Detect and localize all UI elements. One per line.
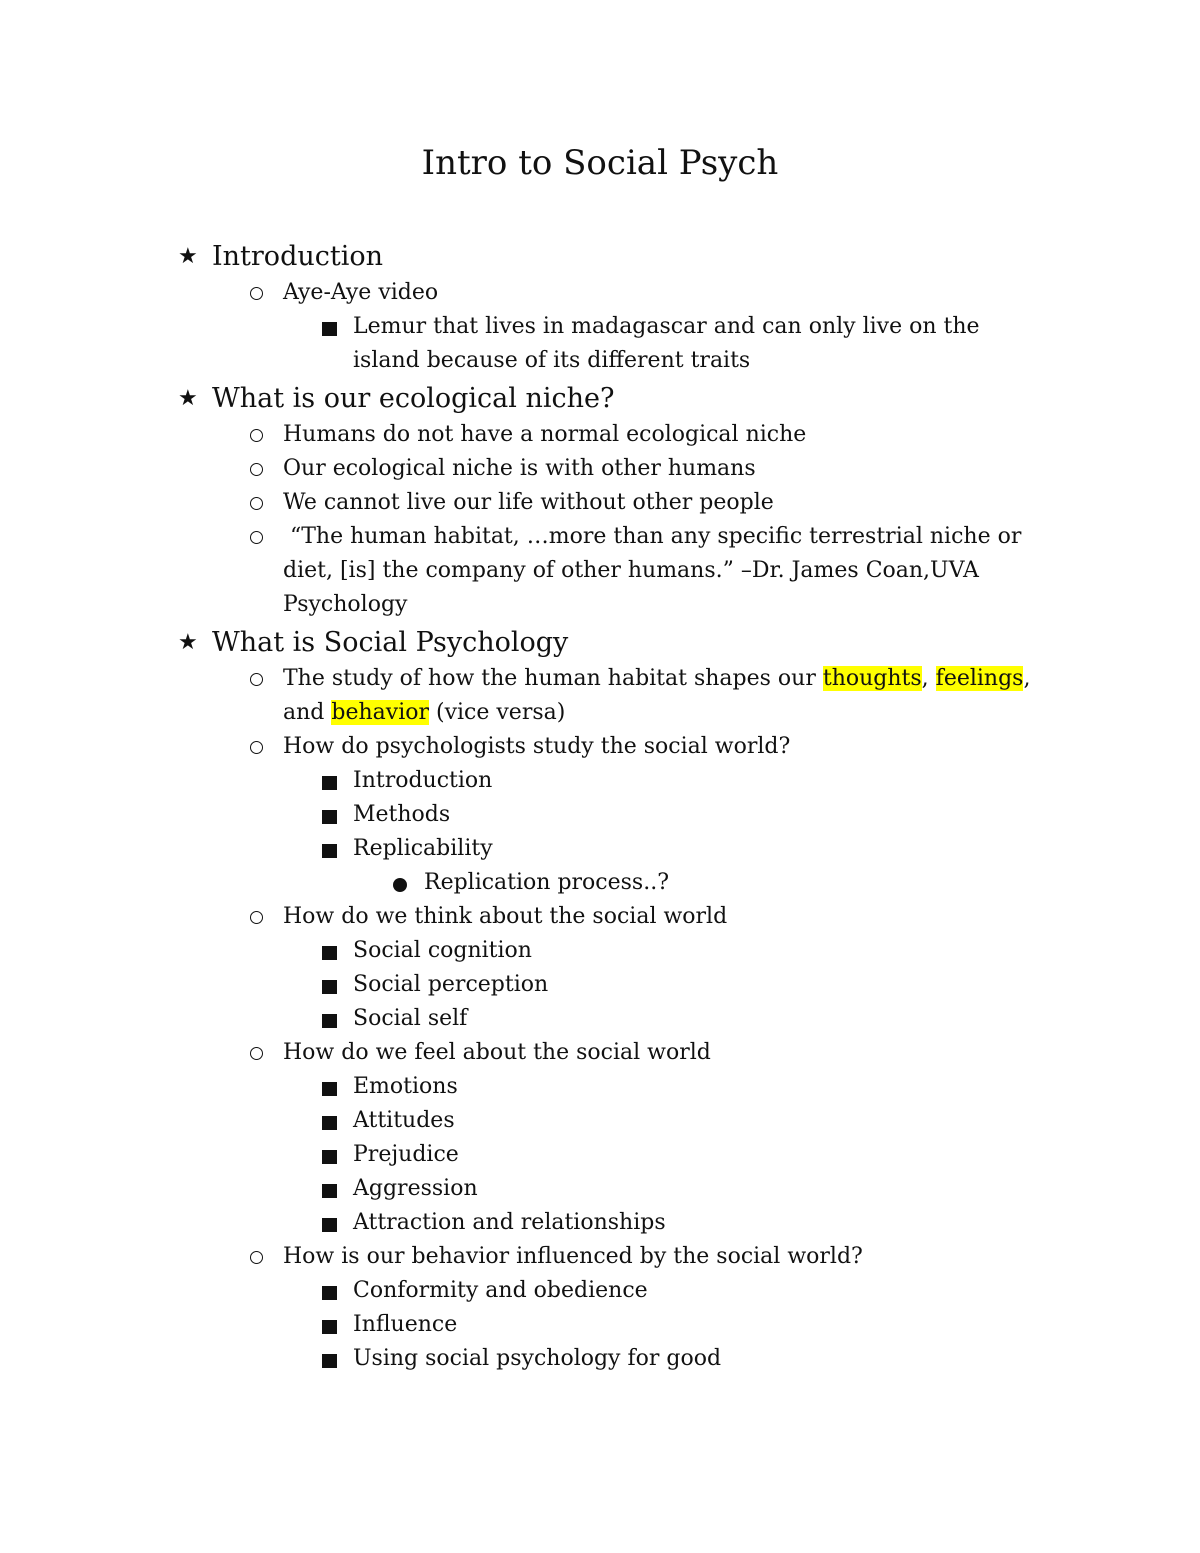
list-item [0, 452, 1200, 486]
list-item-text: How do we feel about the social world [283, 1040, 711, 1065]
quote-text: Psychology [283, 592, 408, 617]
list-item-text: Prejudice [353, 1142, 459, 1167]
dot-bullet-icon [393, 878, 407, 892]
list-item [0, 1342, 1200, 1376]
list-item-text: Humans do not have a normal ecological niche [283, 422, 807, 447]
circle-bullet-icon [250, 497, 263, 510]
list-item-continuation [0, 554, 1200, 588]
list-item-text: We cannot live our life without other people [283, 490, 774, 515]
list-item [0, 1308, 1200, 1342]
list-item [0, 520, 1200, 554]
highlighted-text: feelings [935, 666, 1024, 691]
list-item-text: Aye-Aye video [283, 280, 439, 305]
square-bullet-icon [322, 1116, 337, 1130]
list-item [0, 764, 1200, 798]
list-item-text: How is our behavior influenced by the social world? [283, 1244, 863, 1269]
list-item [0, 798, 1200, 832]
square-bullet-icon [322, 1286, 337, 1300]
square-bullet-icon [322, 980, 337, 994]
list-item [0, 486, 1200, 520]
list-item [0, 866, 1200, 900]
list-item-text: Social cognition [353, 938, 532, 963]
circle-bullet-icon [250, 287, 263, 300]
outline [0, 236, 1200, 1376]
list-item [0, 1002, 1200, 1036]
section-heading [0, 380, 1200, 418]
section-heading [0, 238, 1200, 276]
star-icon: ★ [178, 386, 198, 411]
list-item [0, 900, 1200, 934]
list-item-text: Methods [353, 802, 451, 827]
list-item-text: Influence [353, 1312, 458, 1337]
list-item-text: Introduction [353, 768, 493, 793]
list-item-text: and [283, 700, 332, 725]
list-item-text: Attraction and relationships [353, 1210, 666, 1235]
list-item-text: Our ecological niche is with other humans [283, 456, 756, 481]
list-item-continuation [0, 696, 1200, 730]
list-item-text: Replicability [353, 836, 493, 861]
quote-text: diet, [is] the company of other humans.” –Dr. James Coan,UVA [283, 558, 979, 583]
list-item-text: Emotions [353, 1074, 458, 1099]
highlighted-text: thoughts [822, 666, 922, 691]
list-item [0, 832, 1200, 866]
list-item [0, 1172, 1200, 1206]
square-bullet-icon [322, 1354, 337, 1368]
square-bullet-icon [322, 322, 337, 336]
circle-bullet-icon [250, 1251, 263, 1264]
list-item [0, 662, 1200, 696]
circle-bullet-icon [250, 1047, 263, 1060]
list-item [0, 1104, 1200, 1138]
square-bullet-icon [322, 1082, 337, 1096]
star-icon: ★ [178, 244, 198, 269]
list-item [0, 1274, 1200, 1308]
square-bullet-icon [322, 1014, 337, 1028]
list-item-text: Social self [353, 1006, 468, 1031]
list-item-text: , [1023, 666, 1031, 691]
list-item [0, 1240, 1200, 1274]
list-item-text: Attitudes [353, 1108, 455, 1133]
list-item [0, 418, 1200, 452]
list-item [0, 1070, 1200, 1104]
section-heading [0, 624, 1200, 662]
list-item-text: island because of its different traits [353, 348, 751, 373]
list-item-text: , [921, 666, 936, 691]
circle-bullet-icon [250, 531, 263, 544]
list-item-text: Aggression [353, 1176, 478, 1201]
square-bullet-icon [322, 1150, 337, 1164]
list-item-continuation [0, 344, 1200, 378]
circle-bullet-icon [250, 463, 263, 476]
list-item [0, 934, 1200, 968]
square-bullet-icon [322, 1218, 337, 1232]
list-item [0, 1138, 1200, 1172]
list-item-text: How do psychologists study the social world? [283, 734, 791, 759]
square-bullet-icon [322, 1320, 337, 1334]
list-item [0, 968, 1200, 1002]
section-heading-text: Introduction [212, 241, 383, 272]
square-bullet-icon [322, 776, 337, 790]
list-item-text: Replication process..? [424, 870, 670, 895]
list-item [0, 276, 1200, 310]
square-bullet-icon [322, 946, 337, 960]
square-bullet-icon [322, 810, 337, 824]
highlighted-text: behavior [331, 700, 429, 725]
document-title: Intro to Social Psych [421, 143, 779, 183]
square-bullet-icon [322, 844, 337, 858]
quote-text: “The human habitat, …more than any specific terrestrial niche or [283, 524, 1022, 549]
section-heading-text: What is our ecological niche? [212, 383, 615, 414]
list-item-text: Conformity and obedience [353, 1278, 648, 1303]
circle-bullet-icon [250, 911, 263, 924]
list-item-text: How do we think about the social world [283, 904, 728, 929]
star-icon: ★ [178, 630, 198, 655]
list-item [0, 1036, 1200, 1070]
list-item [0, 310, 1200, 344]
square-bullet-icon [322, 1184, 337, 1198]
list-item [0, 1206, 1200, 1240]
list-item-text: (vice versa) [429, 700, 566, 725]
list-item-text: Using social psychology for good [353, 1346, 722, 1371]
list-item [0, 730, 1200, 764]
section-heading-text: What is Social Psychology [212, 627, 569, 658]
list-item-text: The study of how the human habitat shapes our [283, 666, 823, 691]
circle-bullet-icon [250, 741, 263, 754]
list-item-continuation [0, 588, 1200, 622]
list-item-text: Lemur that lives in madagascar and can only live on the [353, 314, 980, 339]
circle-bullet-icon [250, 673, 263, 686]
list-item-text: Social perception [353, 972, 549, 997]
circle-bullet-icon [250, 429, 263, 442]
